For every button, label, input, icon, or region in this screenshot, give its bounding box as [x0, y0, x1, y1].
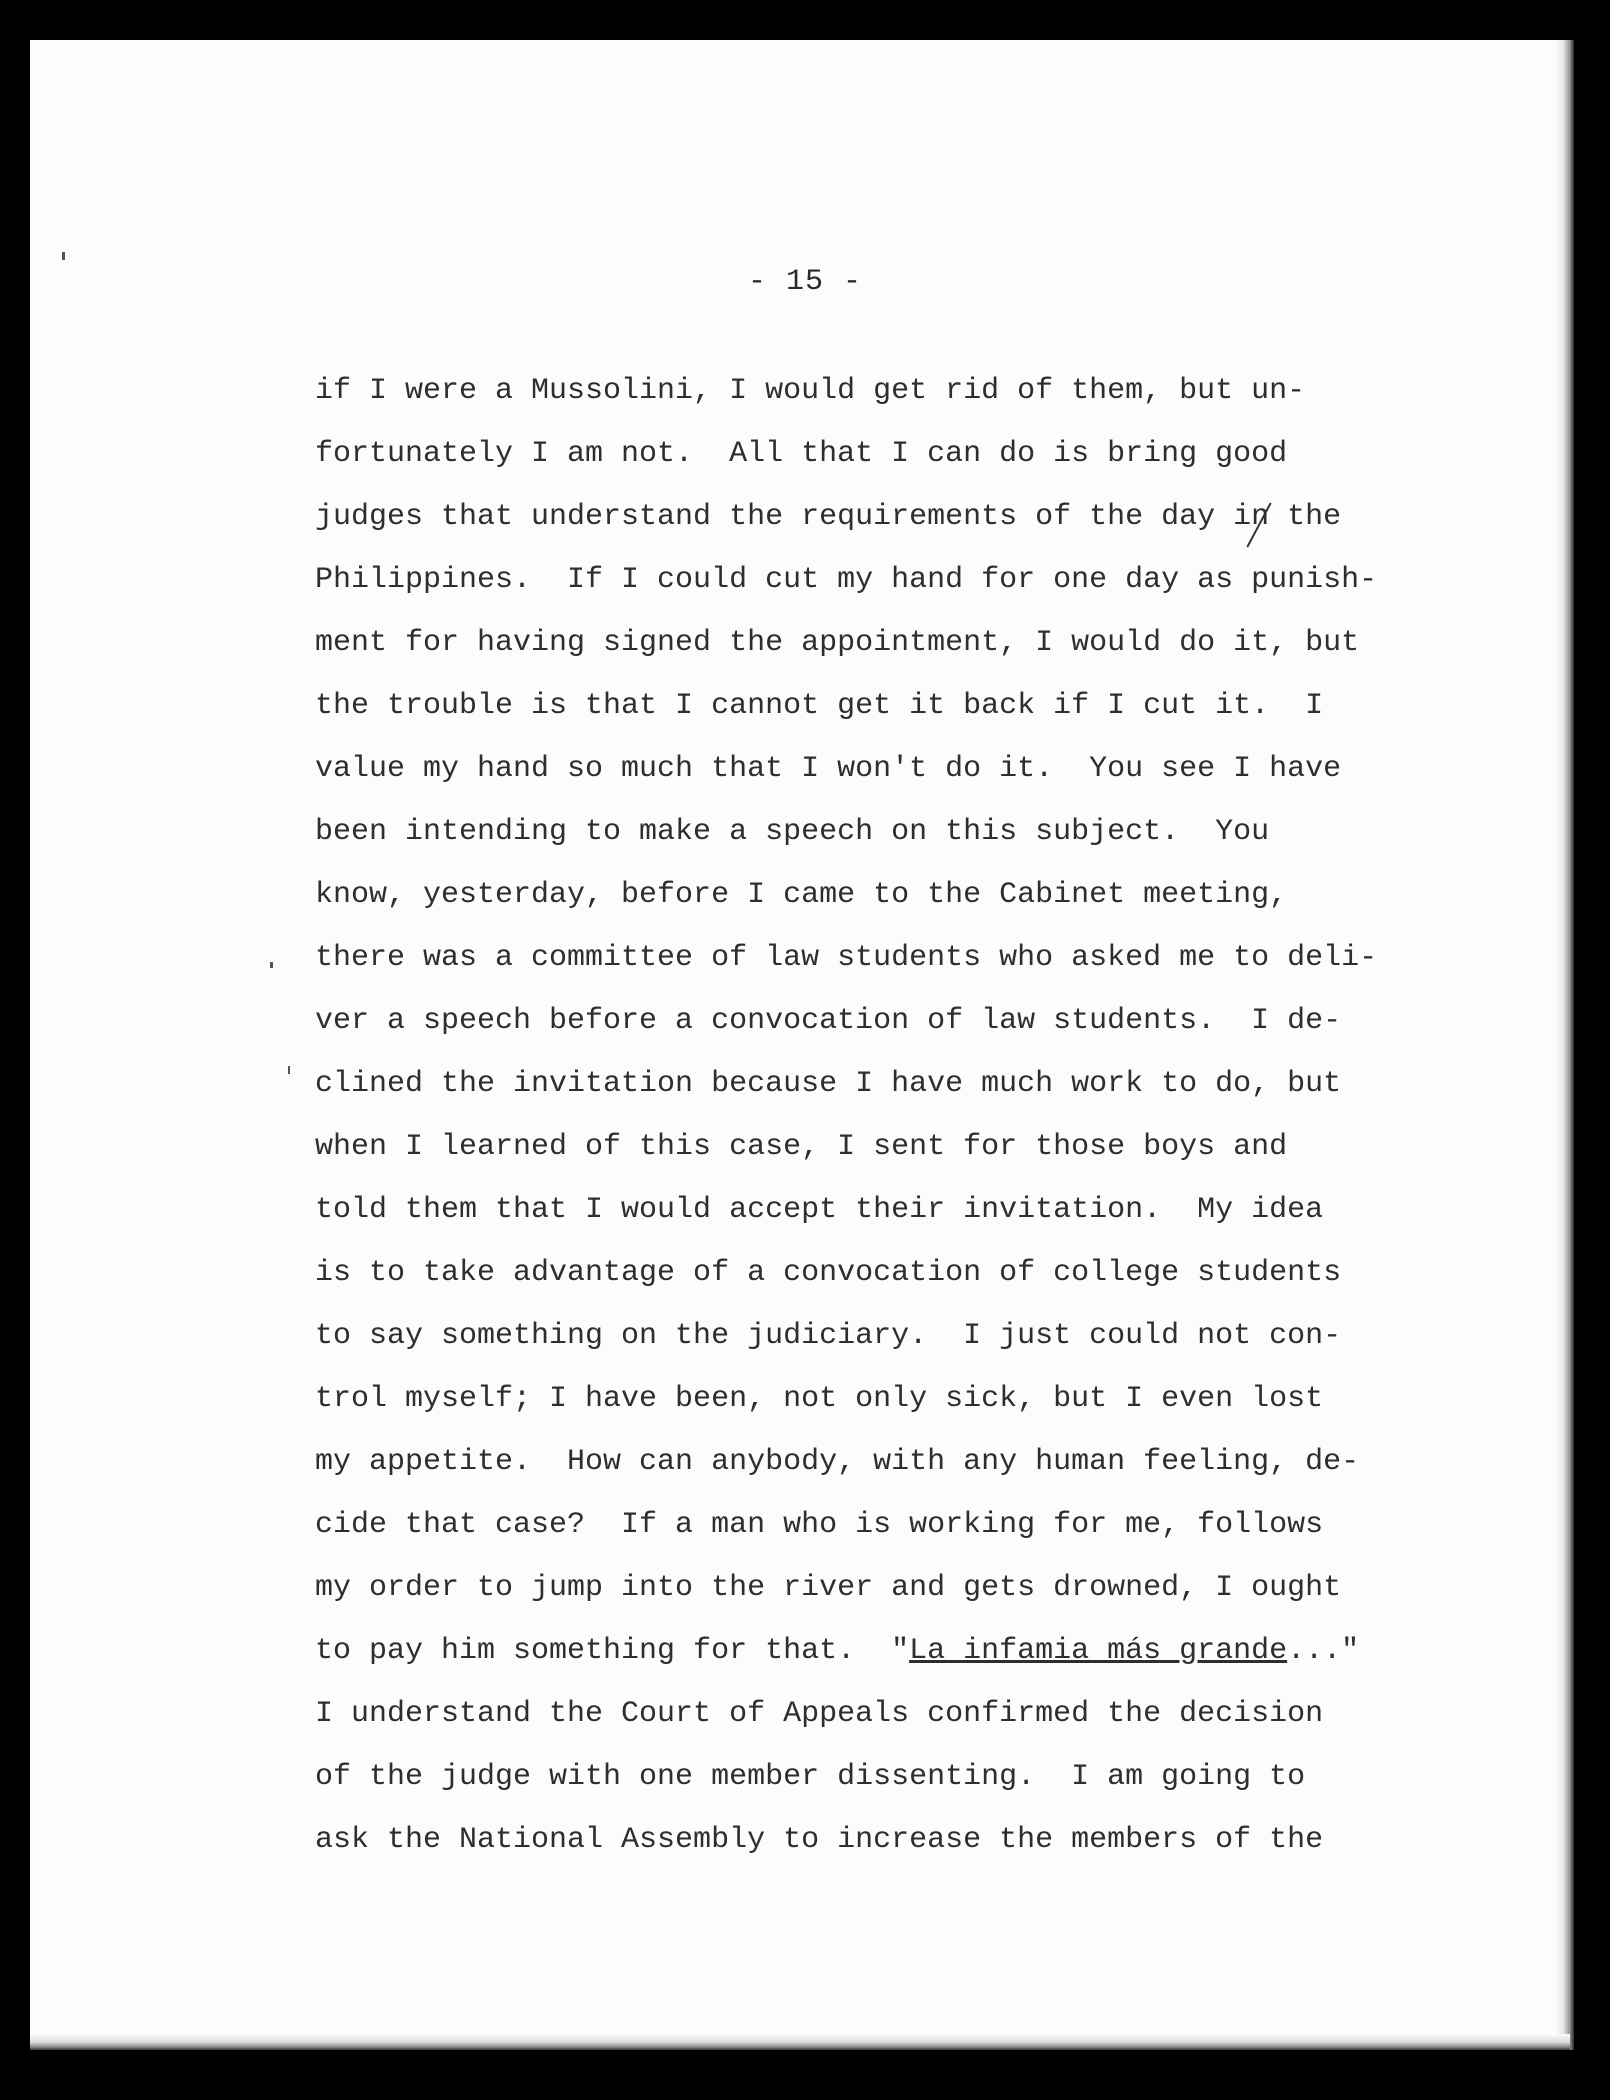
text-line: to say something on the judiciary. I just could not con- [315, 1319, 1342, 1353]
typed-text-body [315, 360, 1435, 1872]
page-edge-bottom [30, 2034, 1570, 2050]
text-line: I understand the Court of Appeals confirmed the decision [315, 1697, 1324, 1731]
stray-mark [62, 252, 65, 260]
quote-tail-text: ..." [1287, 1634, 1360, 1668]
text-line: there was a committee of law students who asked me to deli- [315, 941, 1378, 975]
stray-mark [288, 1066, 290, 1074]
text-line: been intending to make a speech on this subject. You [315, 815, 1270, 849]
text-line: fortunately I am not. All that I can do is bring good [315, 437, 1288, 471]
text-line: know, yesterday, before I came to the Cabinet meeting, [315, 878, 1288, 912]
text-line: told them that I would accept their invitation. My idea [315, 1193, 1324, 1227]
text-line: clined the invitation because I have much work to do, but [315, 1067, 1342, 1101]
text-line: ment for having signed the appointment, I would do it, but [315, 626, 1360, 660]
text-line: is to take advantage of a convocation of college students [315, 1256, 1342, 1290]
text-line: cide that case? If a man who is working for me, follows [315, 1508, 1324, 1542]
text-line: the trouble is that I cannot get it back if I cut it. I [315, 689, 1324, 723]
text-line: of the judge with one member dissenting. I am going to [315, 1760, 1306, 1794]
text-line: value my hand so much that I won't do it. You see I have [315, 752, 1342, 786]
text-line: Philippines. If I could cut my hand for one day as punish- [315, 563, 1378, 597]
spanish-quote: La infamia más grande [909, 1634, 1288, 1668]
page-edge-right [1556, 40, 1574, 2050]
stray-mark [270, 962, 273, 968]
text-line: my appetite. How can anybody, with any human feeling, de- [315, 1445, 1360, 1479]
text-line: judges that understand the requirements of the day in the [315, 500, 1342, 534]
quote-lead-text: to pay him something for that. " [315, 1634, 910, 1668]
text-line: if I were a Mussolini, I would get rid of them, but un- [315, 374, 1306, 408]
page-number: - 15 - [747, 265, 863, 299]
text-line-with-quote [315, 1620, 1435, 1683]
text-line: ask the National Assembly to increase the members of the [315, 1823, 1324, 1857]
text-line: my order to jump into the river and gets drowned, I ought [315, 1571, 1342, 1605]
text-line: trol myself; I have been, not only sick, but I even lost [315, 1382, 1324, 1416]
text-line: when I learned of this case, I sent for those boys and [315, 1130, 1288, 1164]
text-line: ver a speech before a convocation of law students. I de- [315, 1004, 1342, 1038]
